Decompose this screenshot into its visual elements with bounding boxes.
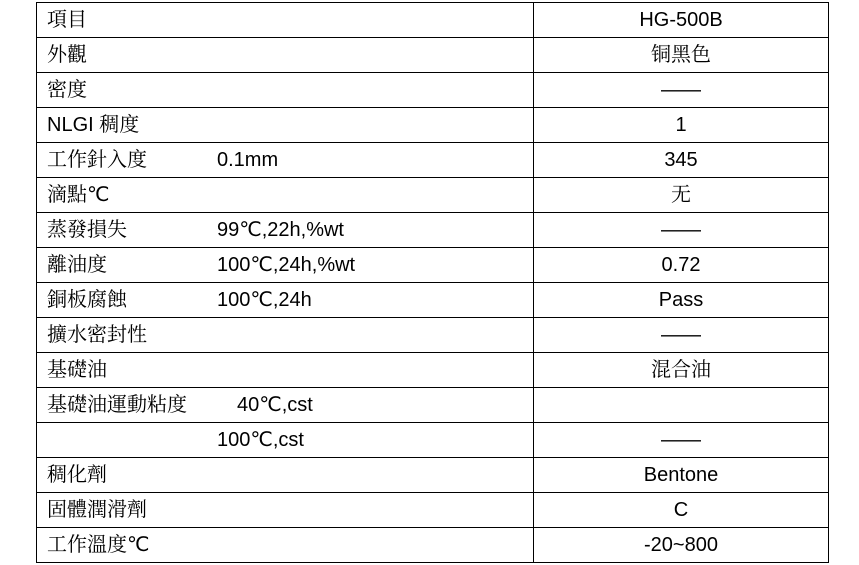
header-value-cell: HG-500B (534, 3, 829, 38)
item-name: 離油度 (47, 254, 107, 276)
value-cell: Bentone (534, 458, 829, 493)
item-cell (37, 248, 534, 283)
item-cell (37, 423, 534, 458)
item-name: 蒸發損失 (47, 219, 127, 241)
table-row (37, 458, 829, 493)
item-name: 工作針入度 (47, 149, 147, 171)
item-name: 密度 (47, 79, 87, 101)
table-row (37, 528, 829, 563)
item-cell (37, 143, 534, 178)
item-cell (37, 458, 534, 493)
table-row (37, 108, 829, 143)
item-cell (37, 38, 534, 73)
table-row (37, 353, 829, 388)
item-cell (37, 353, 534, 388)
value-cell: 混合油 (534, 353, 829, 388)
item-cell (37, 528, 534, 563)
item-cell (37, 388, 534, 423)
item-name: 滴點℃ (47, 184, 110, 206)
item-name: 固體潤滑劑 (47, 499, 147, 521)
value-cell: Pass (534, 283, 829, 318)
item-name: 稠化劑 (47, 464, 107, 486)
test-condition: 100℃,24h (217, 289, 312, 311)
value-cell: —— (534, 318, 829, 353)
test-condition: 99℃,22h,%wt (217, 219, 344, 241)
item-name: 基礎油運動粘度 (47, 394, 187, 416)
item-cell (37, 318, 534, 353)
table-row (37, 388, 829, 423)
value-cell: C (534, 493, 829, 528)
value-cell: 1 (534, 108, 829, 143)
test-condition: 40℃,cst (237, 394, 313, 416)
table-row (37, 318, 829, 353)
table-row (37, 423, 829, 458)
item-cell (37, 73, 534, 108)
table-row (37, 143, 829, 178)
table-row (37, 213, 829, 248)
table-row (37, 178, 829, 213)
item-name: NLGI 稠度 (47, 114, 140, 136)
table-row (37, 283, 829, 318)
value-cell: —— (534, 213, 829, 248)
value-cell: 铜黑色 (534, 38, 829, 73)
spec-table (36, 2, 829, 563)
table-header-row (37, 3, 829, 38)
value-cell: 无 (534, 178, 829, 213)
item-cell (37, 213, 534, 248)
item-name: 工作溫度℃ (47, 534, 150, 556)
header-item-cell: 項目 (37, 3, 534, 38)
item-name: 銅板腐蝕 (47, 289, 127, 311)
test-condition: 100℃,24h,%wt (217, 254, 356, 276)
item-name: 擴水密封性 (47, 324, 147, 346)
test-condition: 0.1mm (217, 149, 279, 171)
item-cell (37, 108, 534, 143)
item-name: 外觀 (47, 44, 87, 66)
value-cell: -20~800 (534, 528, 829, 563)
table-row (37, 38, 829, 73)
item-cell (37, 493, 534, 528)
value-cell (534, 388, 829, 423)
item-name: 基礎油 (47, 359, 107, 381)
table-row (37, 493, 829, 528)
item-cell (37, 178, 534, 213)
table-row (37, 73, 829, 108)
test-condition: 100℃,cst (217, 429, 304, 451)
value-cell: 0.72 (534, 248, 829, 283)
item-cell (37, 283, 534, 318)
value-cell: —— (534, 73, 829, 108)
value-cell: 345 (534, 143, 829, 178)
table-row (37, 248, 829, 283)
value-cell: —— (534, 423, 829, 458)
